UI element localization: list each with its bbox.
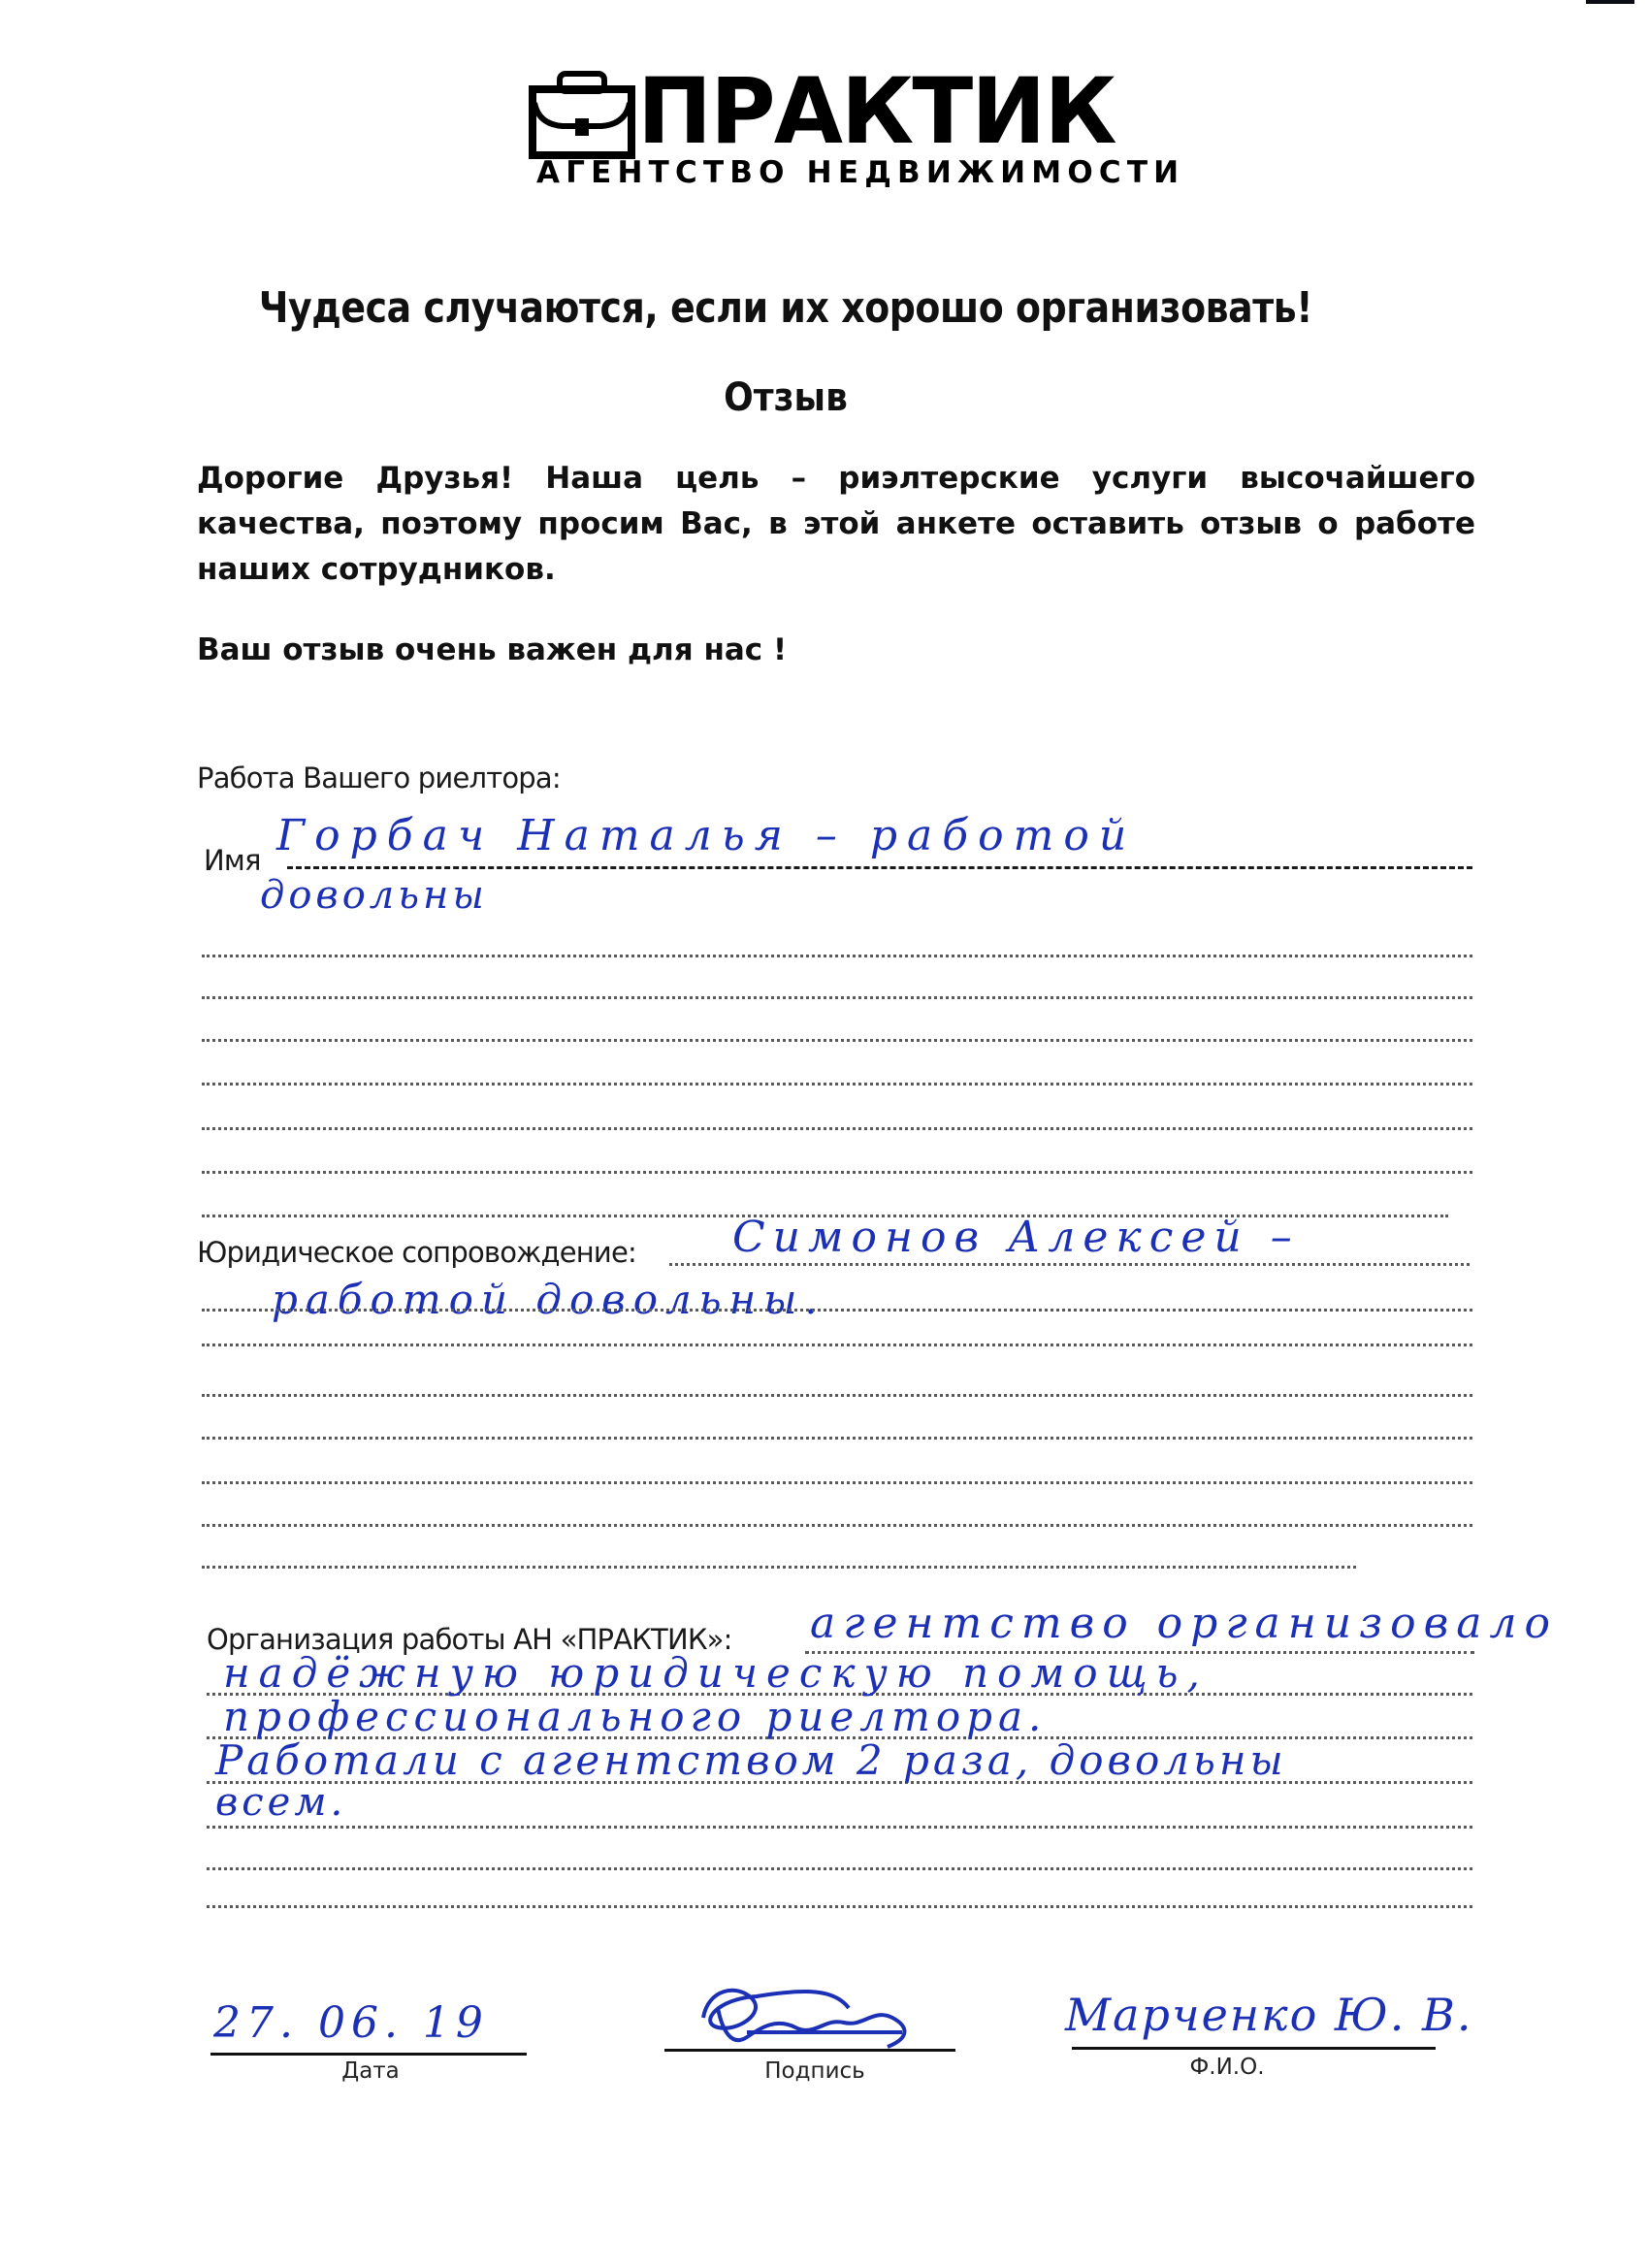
slogan: Чудеса случаются, если их хорошо организовать! [258,283,1313,333]
signature[interactable] [679,1979,951,2057]
brand-name: ПРАКТИК [637,59,1116,165]
legal-label: Юридическое сопровождение: [197,1236,636,1269]
name-label: Имя [204,844,261,877]
org-answer-line-5[interactable]: всем. [215,1780,347,1825]
answer-line [202,1394,1472,1397]
legal-answer-line-1[interactable]: Симонов Алексей – [732,1213,1300,1262]
signature-label: Подпись [764,2058,865,2084]
page-title: Отзыв [724,375,848,420]
org-answer-line-4[interactable]: Работали с агентством 2 раза, довольны [215,1736,1287,1784]
realtor-answer-line-2[interactable]: довольны [260,873,488,918]
org-answer-line-3[interactable]: профессионального риелтора. [223,1693,1048,1740]
name-line [287,866,1472,869]
fio-line [1072,2047,1436,2050]
realtor-answer-line-1[interactable]: Горбач Наталья – работой [276,811,1137,860]
intro-paragraph: Дорогие Друзья! Наша цель – риэлтерские услуги высочайшего качества, поэтому просим Вас, в этой анкете оставить отзыв о работе наших сотрудников. [197,461,1475,587]
answer-line [202,1481,1472,1484]
answer-line [207,1826,1472,1829]
date-line [210,2053,527,2056]
answer-line [202,1171,1472,1174]
answer-line [207,1867,1472,1870]
brand-subtitle: АГЕНТСТВО НЕДВИЖИМОСТИ [536,155,1185,190]
answer-line [202,955,1472,957]
answer-line [202,1524,1472,1527]
answer-line [202,996,1472,999]
answer-line [202,1437,1472,1440]
fio-value[interactable]: Марченко Ю. В. [1065,1989,1473,2041]
realtor-section-heading: Работа Вашего риелтора: [197,761,561,794]
answer-line [202,1127,1472,1130]
org-answer-line-2[interactable]: надёжную юридическую помощь, [223,1649,1209,1697]
briefcase-icon [529,70,635,157]
answer-line [207,1905,1472,1908]
date-label: Дата [341,2058,400,2084]
answer-line [202,1083,1472,1085]
answer-line [202,1309,1472,1312]
answer-line [202,1566,1356,1569]
legal-answer-line-2[interactable]: работой довольны. [272,1276,825,1323]
org-answer-line-1[interactable]: агентство организовало [810,1599,1558,1648]
legal-line [669,1263,1470,1266]
intro-emphasis: Ваш отзыв очень важен для нас ! [197,632,788,667]
organization-label: Организация работы АН «ПРАКТИК»: [207,1623,732,1656]
answer-line [202,1039,1472,1042]
fio-label: Ф.И.О. [1189,2055,1265,2080]
scan-corner-mark [1586,0,1634,4]
date-value[interactable]: 27. 06. 19 [213,1998,489,2048]
agency-logo [529,59,1185,191]
answer-line [202,1344,1472,1346]
signature-line [664,2049,955,2052]
